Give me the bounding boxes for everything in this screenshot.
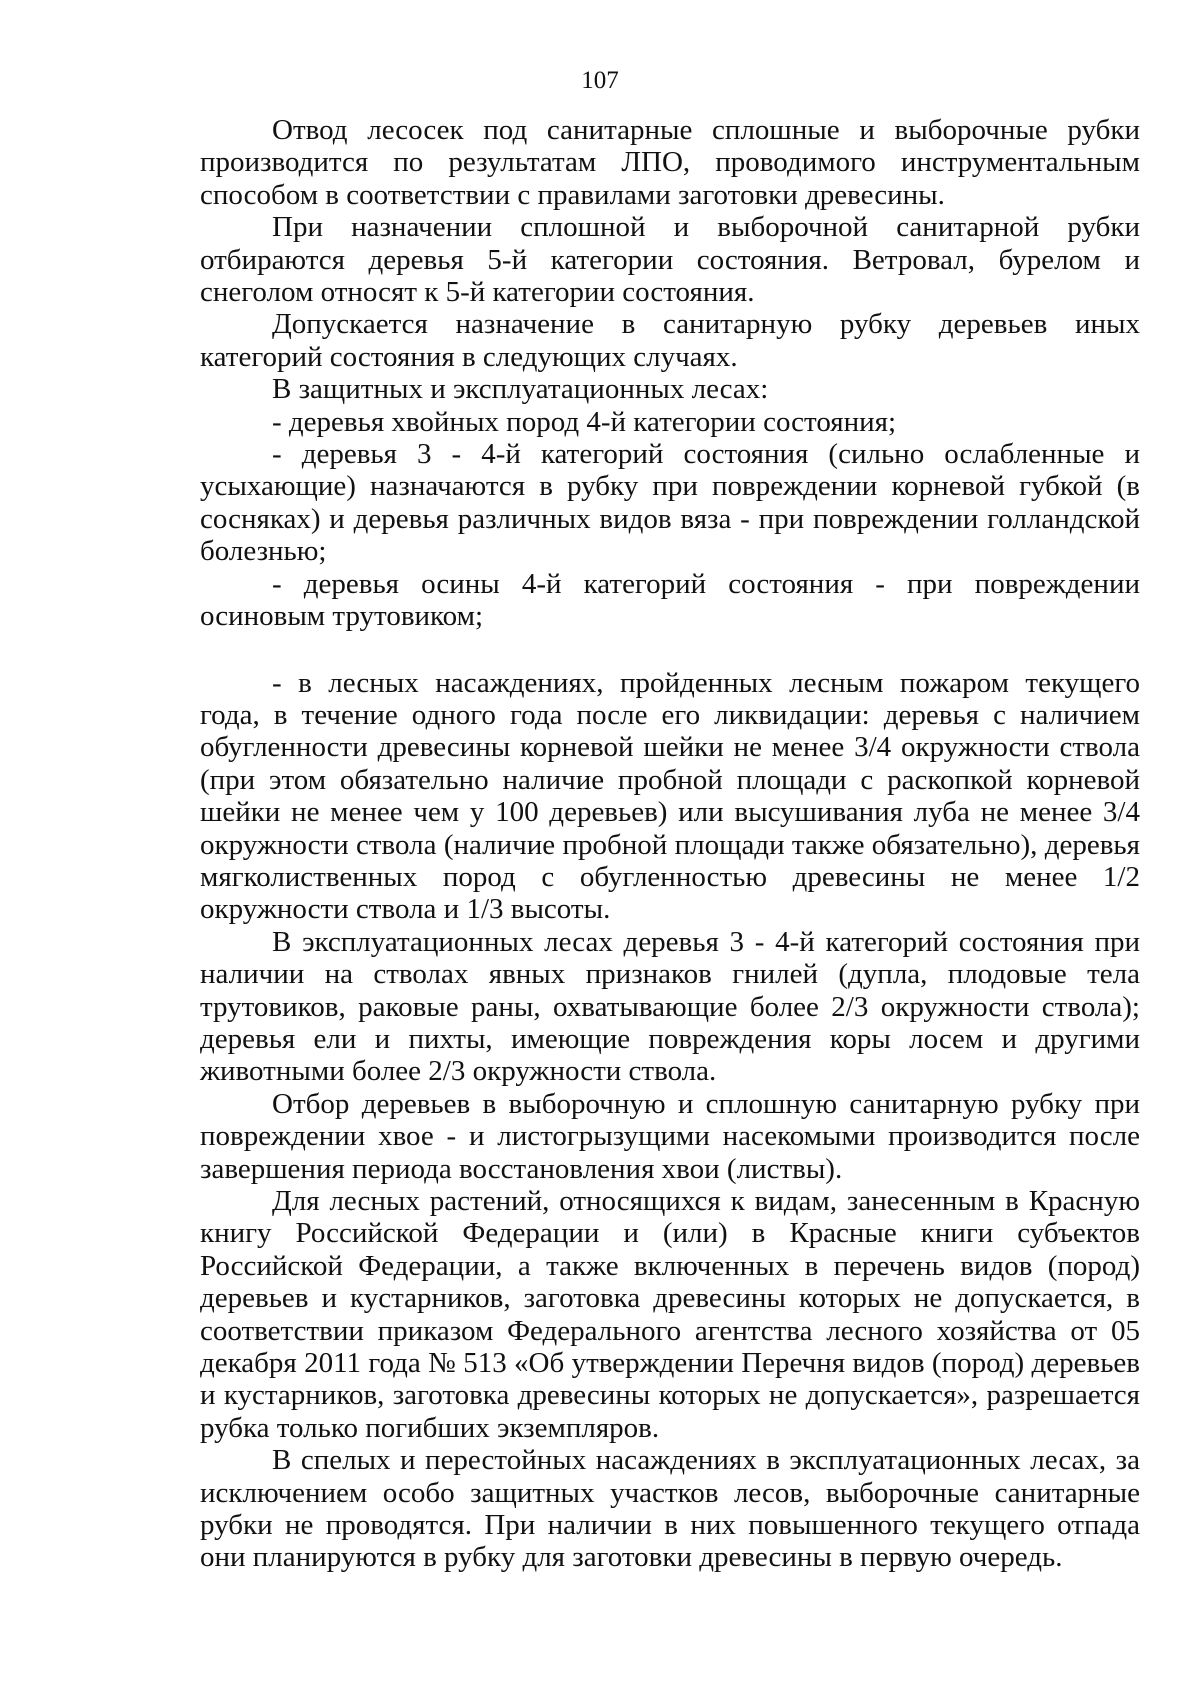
paragraph-insect-damage: Отбор деревьев в выборочную и сплошную санитарную рубку при повреждении хвое - и листогрызущими насекомыми производится после завершения периода восстановления хвои (листвы).: [200, 1087, 1140, 1185]
list-item-conifers: - деревья хвойных пород 4-й категории состояния;: [272, 405, 897, 438]
paragraph-exploitation-forests: В эксплуатационных лесах деревья 3 - 4-й категорий состояния при наличии на стволах явных признаков гнилей (дупла, плодовые тела трутовиков, раковые раны, охватывающие более 2/3 окружности ствола); деревья ели и пихты, имеющие повреждения коры лосем и другими животными более 2/3 окружности ствола.: [200, 925, 1140, 1088]
document-body: [200, 114, 1140, 1574]
paragraph-4: В защитных и эксплуатационных лесах:: [272, 373, 769, 406]
page-number: 107: [581, 67, 619, 94]
paragraph-1: Отвод лесосек под санитарные сплошные и выборочные рубки производится по результатам ЛПО, проводимого инструментальным способом в соответствии с правилами заготовки древесины.: [200, 114, 1140, 211]
paragraph-red-book: Для лесных растений, относящихся к видам, занесенным в Красную книгу Российской Федерации и (или) в Красные книги субъектов Российской Федерации, а также включенных в перечень видов (пород) деревьев и кустарников, заготовка древесины которых не допускается, в соответствии приказом Федерального агентства лесного хозяйства от 05 декабря 2011 года № 513 «Об утверждении Перечня видов (пород) деревьев и кустарников, заготовка древесины которых не допускается», разрешается рубка только погибших экземпляров.: [200, 1185, 1140, 1444]
list-item-aspen: - деревья осины 4-й категорий состояния - при повреждении осиновым трутовиком;: [200, 567, 1140, 633]
list-item-fire-damage: - в лесных насаждениях, пройденных лесным пожаром текущего года, в течение одного года после его ликвидации: деревья с наличием обугленности древесины корневой шейки не менее 3/4 окружности ствола (при этом обязательно наличие пробной площади с раскопкой корневой шейки не менее чем у 100 деревьев) или высушивания луба не менее 3/4 окружности ствола (наличие пробной площади также обязательно), деревья мягколиственных пород с обугленностью древесины не менее 1/2 окружности ствола и 1/3 высоты.: [200, 666, 1140, 926]
paragraph-2: При назначении сплошной и выборочной санитарной рубки отбираются деревья 5-й категории состояния. Ветровал, бурелом и снеголом относят к 5-й категории состояния.: [200, 211, 1140, 309]
list-item-weakened-trees: - деревья 3 - 4-й категорий состояния (сильно ослабленные и усыхающие) назначаются в рубку при повреждении корневой губкой (в сосняках) и деревья различных видов вяза - при повреждении голландской болезнью;: [200, 438, 1140, 568]
paragraph-mature-stands: В спелых и перестойных насаждениях в эксплуатационных лесах, за исключением особо защитных участков лесов, выборочные санитарные рубки не проводятся. При наличии в них повышенного текущего отпада они планируются в рубку для заготовки древесины в первую очередь.: [200, 1444, 1140, 1574]
paragraph-3: Допускается назначение в санитарную рубку деревьев иных категорий состояния в следующих случаях.: [200, 308, 1140, 373]
